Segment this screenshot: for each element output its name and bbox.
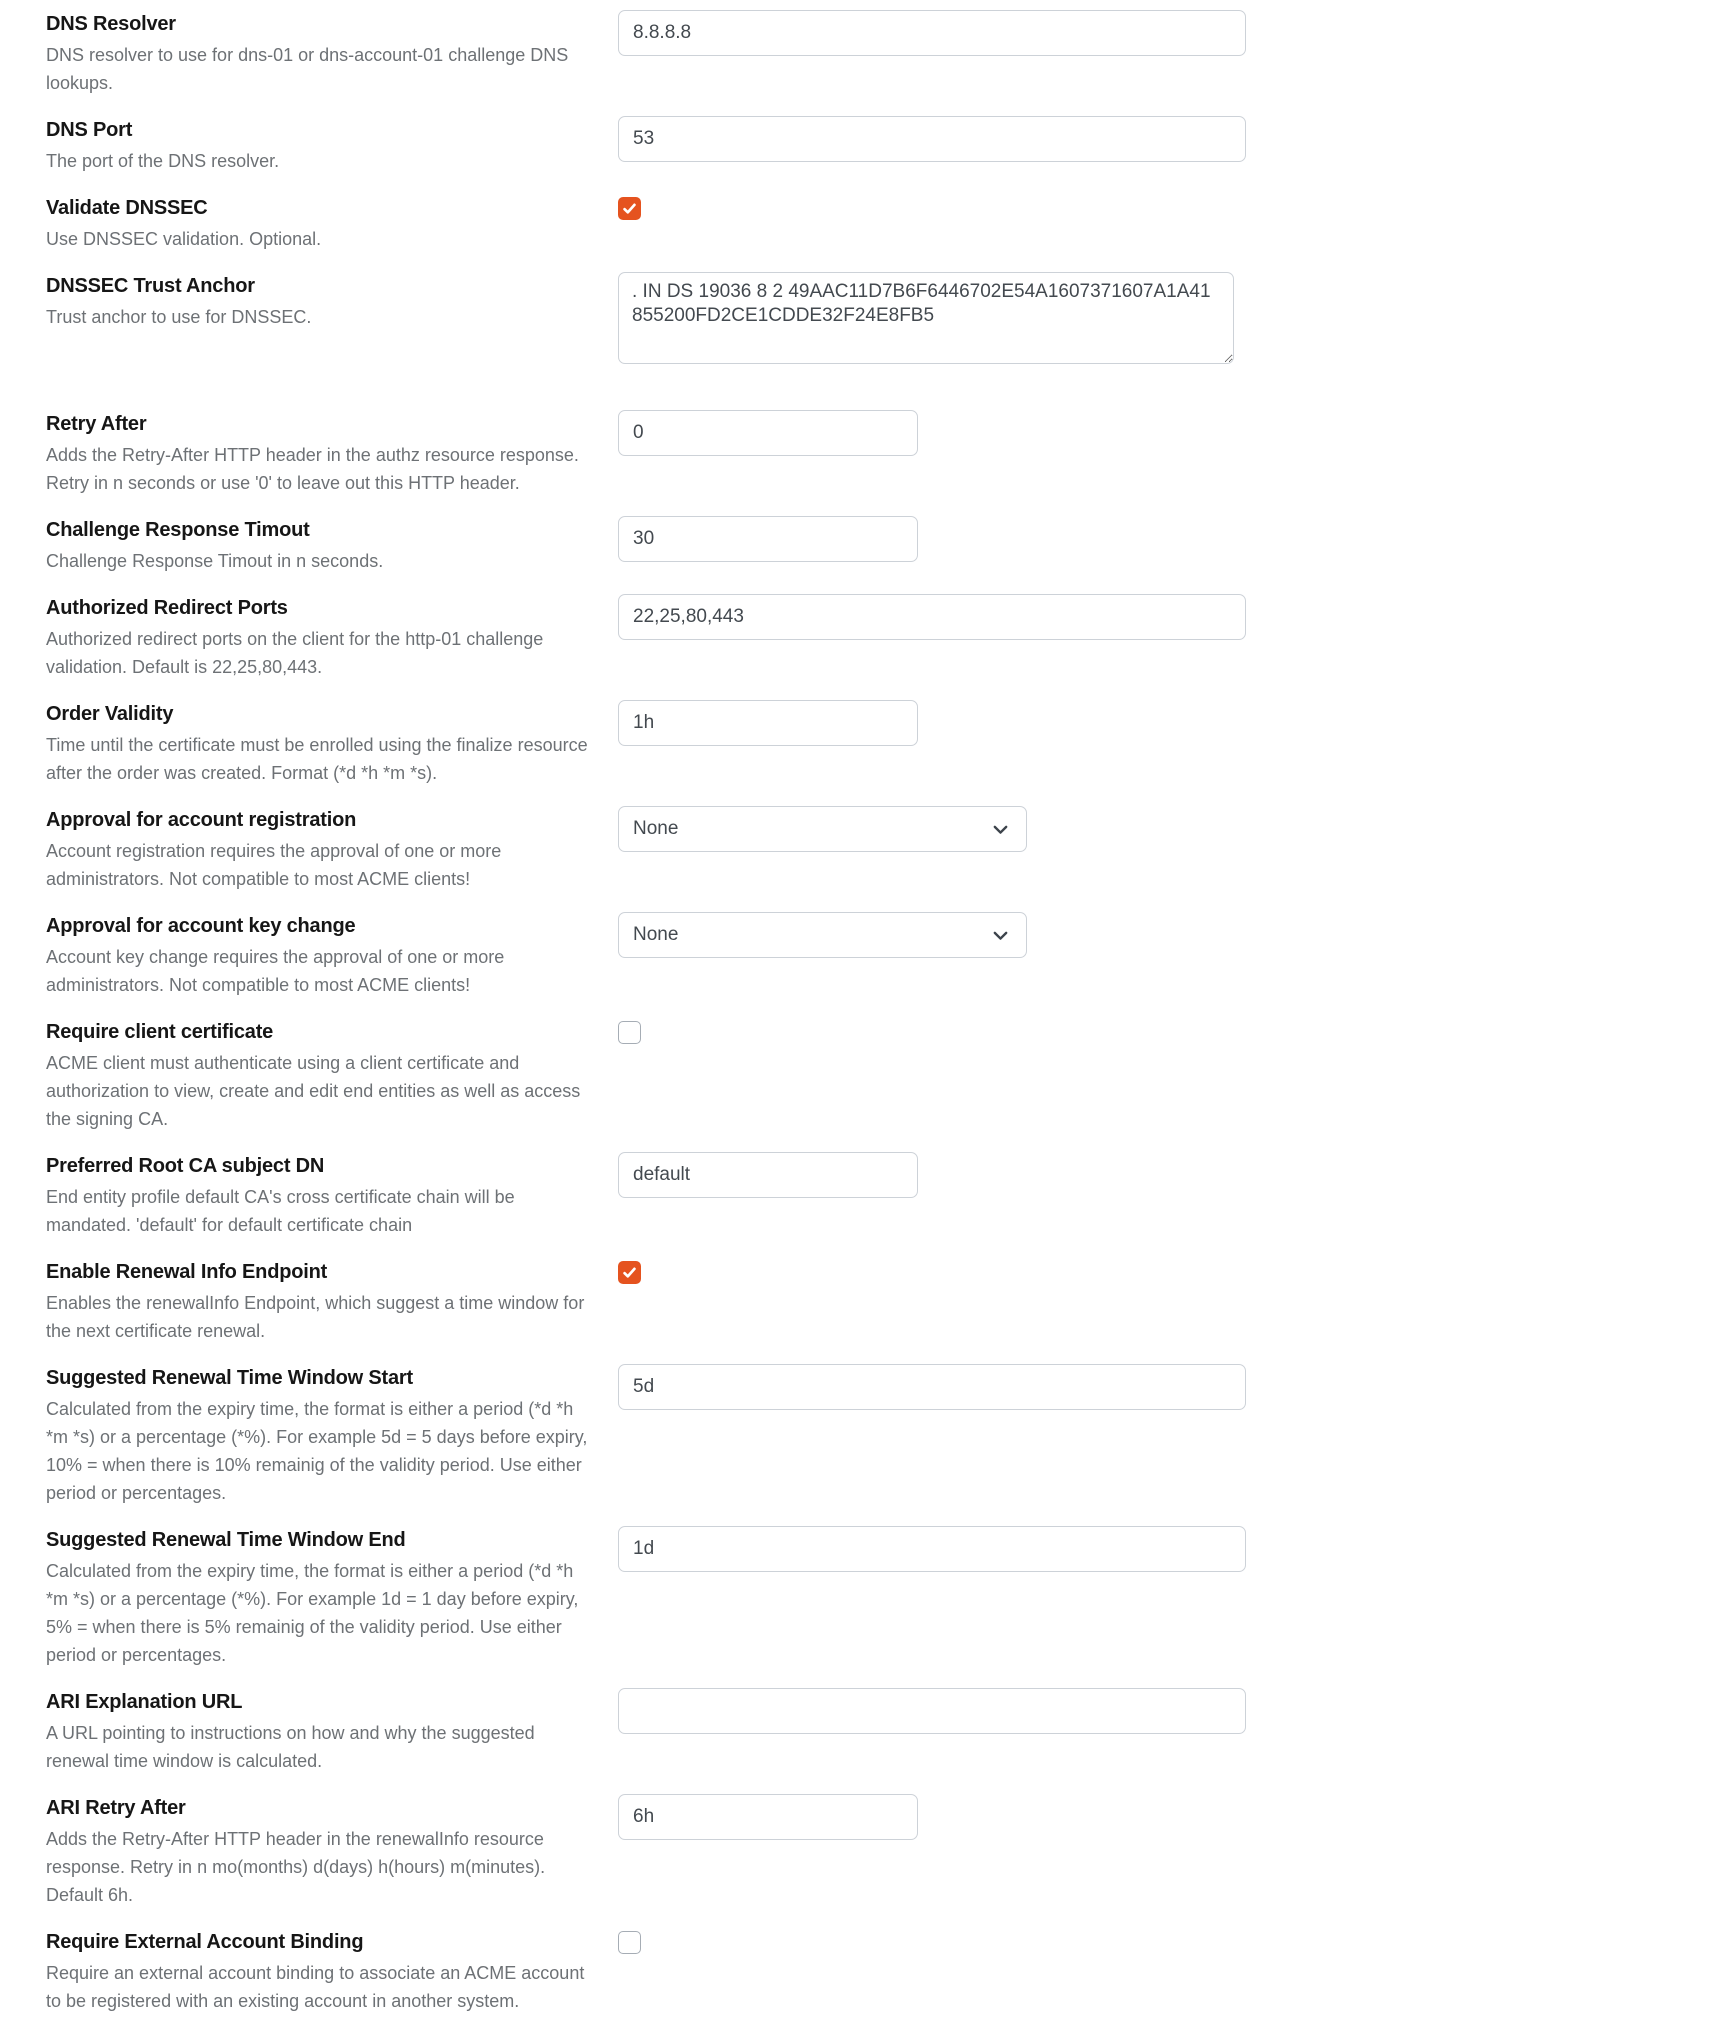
ari-explanation-url-input[interactable] [618,1688,1246,1734]
field-row-authorized-redirect-ports [46,594,1735,681]
enable-renewal-info-endpoint-description: Enables the renewalInfo Endpoint, which suggest a time window for the next certificate renewal. [46,1293,585,1341]
challenge-response-timout-description: Challenge Response Timout in n seconds. [46,551,384,571]
checkmark-icon [622,1265,637,1280]
approval-account-key-change-select[interactable] [618,912,1027,958]
suggested-renewal-window-end-description: Calculated from the expiry time, the format is either a period (*d *h *m *s) or a percentage (*%). For example 1d = 1 day before expiry, 5% = when there is 5% remainig of the validity period. Use either period or percentages. [46,1561,579,1665]
suggested-renewal-window-end-input[interactable] [618,1526,1246,1572]
enable-renewal-info-endpoint-checkbox[interactable] [618,1261,641,1284]
field-row-retry-after [46,410,1735,497]
ari-retry-after-label: ARI Retry After [46,1797,186,1819]
approval-account-registration-label: Approval for account registration [46,809,357,831]
approval-account-registration-select[interactable] [618,806,1027,852]
checkmark-icon [622,201,637,216]
field-row-approval-account-key-change [46,912,1735,999]
challenge-response-timout-label: Challenge Response Timout [46,519,310,541]
retry-after-description: Adds the Retry-After HTTP header in the authz resource response. Retry in n seconds or use '0' to leave out this HTTP header. [46,445,579,493]
retry-after-input[interactable] [618,410,918,456]
dns-resolver-description: DNS resolver to use for dns-01 or dns-account-01 challenge DNS lookups. [46,45,569,93]
challenge-response-timout-input[interactable] [618,516,918,562]
field-row-challenge-response-timout [46,516,1735,575]
validate-dnssec-checkbox[interactable] [618,197,641,220]
field-row-order-validity [46,700,1735,787]
require-external-account-binding-checkbox[interactable] [618,1931,641,1954]
require-client-certificate-description: ACME client must authenticate using a client certificate and authorization to view, create and edit end entities as well as access the signing CA. [46,1053,581,1129]
ari-explanation-url-description: A URL pointing to instructions on how and why the suggested renewal time window is calculated. [46,1723,535,1771]
ari-explanation-url-label: ARI Explanation URL [46,1691,243,1713]
retry-after-label: Retry After [46,413,147,435]
field-row-preferred-root-ca-subject-dn [46,1152,1735,1239]
preferred-root-ca-subject-dn-description: End entity profile default CA's cross certificate chain will be mandated. 'default' for default certificate chain [46,1187,515,1235]
ari-retry-after-description: Adds the Retry-After HTTP header in the renewalInfo resource response. Retry in n mo(months) d(days) h(hours) m(minutes). Default 6h. [46,1829,546,1905]
authorized-redirect-ports-input[interactable] [618,594,1246,640]
field-row-suggested-renewal-window-start [46,1364,1735,1507]
field-row-enable-renewal-info-endpoint [46,1258,1735,1345]
validate-dnssec-description: Use DNSSEC validation. Optional. [46,229,322,249]
field-row-suggested-renewal-window-end [46,1526,1735,1669]
approval-account-key-change-label: Approval for account key change [46,915,356,937]
field-row-dns-resolver [46,10,1735,97]
dnssec-trust-anchor-textarea[interactable] [618,272,1234,364]
field-row-approval-account-registration [46,806,1735,893]
preferred-root-ca-subject-dn-input[interactable] [618,1152,918,1198]
order-validity-description: Time until the certificate must be enrolled using the finalize resource after the order was created. Format (*d *h *m *s). [46,735,588,783]
validate-dnssec-label: Validate DNSSEC [46,197,208,219]
suggested-renewal-window-end-label: Suggested Renewal Time Window End [46,1529,406,1551]
suggested-renewal-window-start-label: Suggested Renewal Time Window Start [46,1367,413,1389]
authorized-redirect-ports-label: Authorized Redirect Ports [46,597,288,619]
dnssec-trust-anchor-label: DNSSEC Trust Anchor [46,275,255,297]
ari-retry-after-input[interactable] [618,1794,918,1840]
suggested-renewal-window-start-description: Calculated from the expiry time, the format is either a period (*d *h *m *s) or a percentage (*%). For example 5d = 5 days before expiry, 10% = when there is 10% remainig of the validity period. Use either period or percentages. [46,1399,588,1503]
field-row-ari-retry-after [46,1794,1735,1909]
dns-port-description: The port of the DNS resolver. [46,151,280,171]
field-row-validate-dnssec [46,194,1735,253]
select-selected-value: None [633,818,679,839]
approval-account-registration-description: Account registration requires the approval of one or more administrators. Not compatible to most ACME clients! [46,841,502,889]
dns-resolver-label: DNS Resolver [46,13,176,35]
field-row-dnssec-trust-anchor [46,272,1735,364]
field-row-ari-explanation-url [46,1688,1735,1775]
order-validity-label: Order Validity [46,703,174,725]
dns-port-input[interactable] [618,116,1246,162]
order-validity-input[interactable] [618,700,918,746]
suggested-renewal-window-start-input[interactable] [618,1364,1246,1410]
field-row-require-client-certificate [46,1018,1735,1133]
approval-account-key-change-description: Account key change requires the approval of one or more administrators. Not compatible to most ACME clients! [46,947,505,995]
dns-resolver-input[interactable] [618,10,1246,56]
require-client-certificate-label: Require client certificate [46,1021,274,1043]
enable-renewal-info-endpoint-label: Enable Renewal Info Endpoint [46,1261,328,1283]
require-external-account-binding-description: Require an external account binding to associate an ACME account to be registered with an existing account in another system. [46,1963,585,2011]
field-row-require-external-account-binding [46,1928,1735,2015]
select-selected-value: None [633,924,679,945]
chevron-down-icon [991,926,1010,945]
chevron-down-icon [991,820,1010,839]
field-row-dns-port [46,116,1735,175]
require-external-account-binding-label: Require External Account Binding [46,1931,364,1953]
require-client-certificate-checkbox[interactable] [618,1021,641,1044]
preferred-root-ca-subject-dn-label: Preferred Root CA subject DN [46,1155,325,1177]
dnssec-trust-anchor-description: Trust anchor to use for DNSSEC. [46,307,312,327]
dns-port-label: DNS Port [46,119,133,141]
authorized-redirect-ports-description: Authorized redirect ports on the client for the http-01 challenge validation. Default is 22,25,80,443. [46,629,544,677]
